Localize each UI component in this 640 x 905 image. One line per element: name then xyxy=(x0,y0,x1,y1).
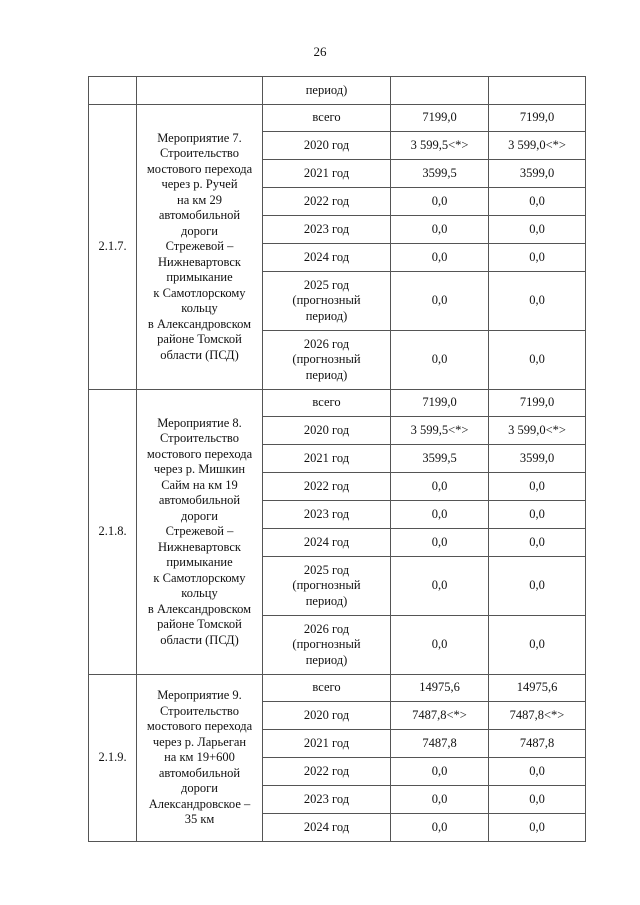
section-title-line: кольцу xyxy=(181,586,218,601)
year-cell: всего xyxy=(263,105,391,132)
page-number: 26 xyxy=(313,44,327,59)
value-cell-1: 7487,8<*> xyxy=(391,702,489,730)
section-title-line: примыкание xyxy=(166,270,233,285)
table-row xyxy=(89,105,586,132)
value-cell-1: 0,0 xyxy=(391,216,489,244)
year-cell: 2024 год xyxy=(263,814,391,842)
value-cell-2: 0,0 xyxy=(489,529,586,557)
continuation-row xyxy=(89,77,586,105)
year-line: (прогнозный xyxy=(292,352,361,367)
value-cell-1: 0,0 xyxy=(391,331,489,390)
value-cell-2: 0,0 xyxy=(489,786,586,814)
value-cell-1: 3599,5 xyxy=(391,445,489,473)
section-title-line: Мероприятие 9. xyxy=(157,688,242,703)
value-cell-1: 0,0 xyxy=(391,616,489,675)
section-title xyxy=(137,675,263,842)
year-line: период) xyxy=(305,367,348,382)
value-cell-2: 0,0 xyxy=(489,616,586,675)
value-cell-1: 7487,8 xyxy=(391,730,489,758)
value-cell-2: 0,0 xyxy=(489,331,586,390)
value-cell-1: 3599,5 xyxy=(391,160,489,188)
section-title-line: Александровское – xyxy=(148,796,251,811)
value-cell-2: 7487,8<*> xyxy=(489,702,586,730)
section-title-line: в Александровском xyxy=(147,601,252,616)
section-title-line: в Александровском xyxy=(147,316,252,331)
section-title-line: Строительство xyxy=(159,703,239,718)
section-title-line: на км 29 xyxy=(177,192,222,207)
section-title-line: автомобильной xyxy=(158,765,241,780)
value-cell-2: 7199,0 xyxy=(489,390,586,417)
section-title-line: Стрежевой – xyxy=(165,524,234,539)
year-line: 2025 год xyxy=(303,562,350,577)
value-cell-2: 3 599,0<*> xyxy=(489,417,586,445)
year-cell: 2022 год xyxy=(263,473,391,501)
section-title-line: дороги xyxy=(181,223,218,238)
value-cell-2: 7487,8 xyxy=(489,730,586,758)
year-line: (прогнозный xyxy=(292,637,361,652)
value-cell-2: 14975,6 xyxy=(489,675,586,702)
section-title-line: Строительство xyxy=(159,146,239,161)
year-cell: 2020 год xyxy=(263,132,391,160)
section-title-line: Мероприятие 8. xyxy=(157,415,242,430)
section-title-line: через р. Мишкин xyxy=(153,462,246,477)
year-cell: 2021 год xyxy=(263,730,391,758)
value-cell-2: 3599,0 xyxy=(489,445,586,473)
value-cell-2: 0,0 xyxy=(489,473,586,501)
section-title-line: Нижневартовск xyxy=(158,539,241,554)
section-title-line: автомобильной xyxy=(158,493,241,508)
section-title-line: Строительство xyxy=(159,431,239,446)
table-row xyxy=(89,675,586,702)
value-cell-1: 3 599,5<*> xyxy=(391,132,489,160)
year-cell xyxy=(263,272,391,331)
value-cell-2: 0,0 xyxy=(489,758,586,786)
section-title-line: через р. Ручей xyxy=(161,177,238,192)
section-title-line: примыкание xyxy=(166,555,233,570)
section-title-line: районе Томской xyxy=(157,332,242,347)
section-title-line: Сайм на км 19 xyxy=(161,477,238,492)
value-cell-1: 7199,0 xyxy=(391,390,489,417)
section-title-line: области (ПСД) xyxy=(160,347,239,362)
value-cell-2: 3 599,0<*> xyxy=(489,132,586,160)
value-cell-2: 0,0 xyxy=(489,272,586,331)
value-cell-2: 0,0 xyxy=(489,188,586,216)
section-number: 2.1.8. xyxy=(89,390,137,675)
year-line: период) xyxy=(305,593,348,608)
year-cell: 2023 год xyxy=(263,501,391,529)
value-cell-1: 0,0 xyxy=(391,814,489,842)
continuation-period-cell: период) xyxy=(263,77,391,105)
value-cell-1: 0,0 xyxy=(391,501,489,529)
section-title-line: на км 19+600 xyxy=(164,750,235,765)
year-cell: 2020 год xyxy=(263,417,391,445)
section-title-line: мостового перехода xyxy=(146,161,253,176)
section-title-line: Нижневартовск xyxy=(158,254,241,269)
year-cell: 2022 год xyxy=(263,758,391,786)
year-line: (прогнозный xyxy=(292,293,361,308)
year-cell: 2021 год xyxy=(263,160,391,188)
year-cell: 2024 год xyxy=(263,244,391,272)
section-title-line: через р. Ларьеган xyxy=(152,734,247,749)
year-cell xyxy=(263,331,391,390)
section-title-line: дороги xyxy=(181,508,218,523)
continuation-v1-cell xyxy=(391,77,489,105)
year-cell xyxy=(263,557,391,616)
section-title-line: области (ПСД) xyxy=(160,632,239,647)
value-cell-2: 0,0 xyxy=(489,244,586,272)
section-title xyxy=(137,105,263,390)
value-cell-2: 3599,0 xyxy=(489,160,586,188)
continuation-name-cell xyxy=(137,77,263,105)
section-title-line: автомобильной xyxy=(158,208,241,223)
year-cell xyxy=(263,616,391,675)
year-line: 2026 год xyxy=(303,336,350,351)
section-number: 2.1.7. xyxy=(89,105,137,390)
section-title-line: 35 км xyxy=(184,812,215,827)
value-cell-1: 0,0 xyxy=(391,244,489,272)
year-line: период) xyxy=(305,652,348,667)
value-cell-1: 0,0 xyxy=(391,272,489,331)
section-title-line: мостового перехода xyxy=(146,719,253,734)
value-cell-1: 0,0 xyxy=(391,786,489,814)
year-cell: 2023 год xyxy=(263,216,391,244)
continuation-v2-cell xyxy=(489,77,586,105)
year-cell: всего xyxy=(263,390,391,417)
year-line: 2026 год xyxy=(303,621,350,636)
value-cell-1: 0,0 xyxy=(391,188,489,216)
value-cell-2: 0,0 xyxy=(489,216,586,244)
section-number: 2.1.9. xyxy=(89,675,137,842)
value-cell-1: 0,0 xyxy=(391,557,489,616)
year-line: 2025 год xyxy=(303,277,350,292)
section-title-line: Мероприятие 7. xyxy=(157,130,242,145)
value-cell-2: 0,0 xyxy=(489,557,586,616)
section-title-line: районе Томской xyxy=(157,617,242,632)
section-title-line: к Самотлорскому xyxy=(153,285,246,300)
year-cell: всего xyxy=(263,675,391,702)
section-title-line: к Самотлорскому xyxy=(153,570,246,585)
year-cell: 2022 год xyxy=(263,188,391,216)
section-title xyxy=(137,390,263,675)
value-cell-2: 0,0 xyxy=(489,501,586,529)
year-line: период) xyxy=(305,308,348,323)
value-cell-1: 0,0 xyxy=(391,529,489,557)
section-title-line: дороги xyxy=(181,781,218,796)
value-cell-1: 7199,0 xyxy=(391,105,489,132)
value-cell-1: 0,0 xyxy=(391,758,489,786)
continuation-num-cell xyxy=(89,77,137,105)
funding-table xyxy=(88,76,586,842)
value-cell-2: 0,0 xyxy=(489,814,586,842)
value-cell-1: 14975,6 xyxy=(391,675,489,702)
year-cell: 2023 год xyxy=(263,786,391,814)
value-cell-1: 3 599,5<*> xyxy=(391,417,489,445)
section-title-line: Стрежевой – xyxy=(165,239,234,254)
value-cell-1: 0,0 xyxy=(391,473,489,501)
value-cell-2: 7199,0 xyxy=(489,105,586,132)
section-title-line: кольцу xyxy=(181,301,218,316)
year-cell: 2024 год xyxy=(263,529,391,557)
year-line: (прогнозный xyxy=(292,578,361,593)
year-cell: 2020 год xyxy=(263,702,391,730)
year-cell: 2021 год xyxy=(263,445,391,473)
section-title-line: мостового перехода xyxy=(146,446,253,461)
table-row xyxy=(89,390,586,417)
funding-table-body xyxy=(89,77,586,842)
